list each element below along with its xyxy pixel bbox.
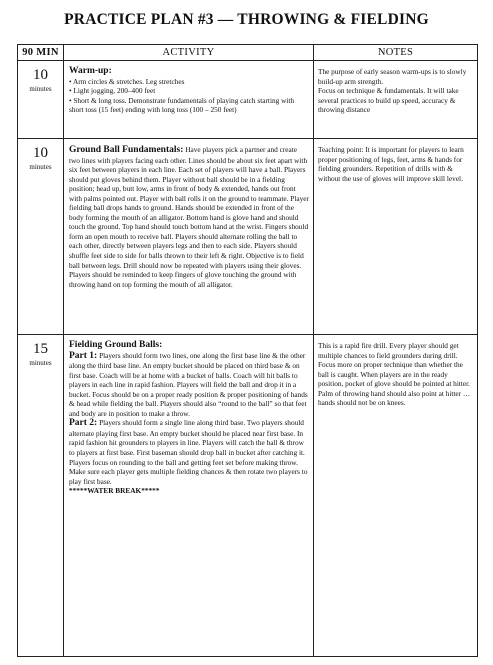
header-row xyxy=(18,45,478,61)
activity-line: • Light jogging, 200–400 feet xyxy=(69,86,156,96)
duration-value: 10 xyxy=(33,145,48,161)
part-2-text: Players should form a single line along third base. Two players should alternate playing first base. An empty bucket should be placed near first base. In rapid fashion hit grounders to players in line. Players will catch the ball & throw to players at first base. First baseman should drop ball in bucket after catching it. Players focus on rounding to the ball and getting feet set before making throw. Make sure each player gets multiple fielding chances & then rotate two players to play first base. xyxy=(69,418,308,486)
time-cell xyxy=(18,139,64,335)
activity-heading: Ground Ball Fundamentals: xyxy=(69,145,184,155)
activity-heading: Warm-up: xyxy=(69,66,112,76)
note-line: Focus on technique & fundamentals. It will take several practices to build up speed, accuracy & throwing distance xyxy=(318,86,459,115)
duration-unit: minutes xyxy=(29,359,52,367)
note-text: Teaching point: It is important for players to learn proper positioning of legs, feet, arms & hands for fielding grounders. Repetition of drills with & without the use of gloves will improve skill level. xyxy=(318,145,464,183)
part-1-text: Players should form two lines, one along the first base line & the other along the third base line. An empty bucket should be placed on third base & on first base. Coach will be at home with a bucket of balls. Coach will hit balls to players in each line in rapid fashion. Players will field the ball and drop it in a bucket. Focus should be on a proper ready position & proper positioning of hands & head while fielding the ball. Players should also “round to the ball” so that feet and body are in position to make a throw. xyxy=(69,350,308,418)
activity-heading: Fielding Ground Balls: xyxy=(69,340,163,350)
activity-line: • Short & long toss. Demonstrate fundamentals of playing catch starting with short toss (15 feet) ending with long toss (100 – 250 feet) xyxy=(69,95,295,115)
table-row-warmup xyxy=(18,61,478,139)
note-text: This is a rapid fire drill. Every player should get multiple chances to field grounders during drill. Focus more on proper technique than whether the ball is caught. When players are in the ready position, pocket of glove should be pointed at hitter. Palm of throwing hand should also point at hitter …hands should not be on knees. xyxy=(318,341,471,408)
time-column-header: 90 MIN xyxy=(18,45,64,61)
duration-value: 15 xyxy=(33,341,48,357)
part-1-label: Part 1: xyxy=(69,350,98,361)
notes-column-header: NOTES xyxy=(314,45,478,61)
page-title: PRACTICE PLAN #3 — THROWING & FIELDING xyxy=(64,11,429,28)
part-2-label: Part 2: xyxy=(69,418,98,429)
activity-text: Have players pick a partner and create two lines with players facing each other. Lines should be about six feet apart with six feet between players in each line. Each set of players will have a ball. Players should put gloves behind them. Player without ball should be in a fielding position; head up, butt low, arms in front of body & extended, hands out front with palms pointed out. Player with ball rolls it on the ground to teammate. Player fielding ball drops hands to ground. Hands should be extended in front of the body forming the mouth of an alligator. Bottom hand is glove hand and should touch the ground. Top hand should touch bottom hand at the wrist. Fingers should form an open mouth to receive ball. Players should alternate rolling the ball to each other, directly between players legs and then to each side. Players should shuffle feet side to side for balls thrown to their left & right. Objective is to field ball between legs. Drill should now be repeated with players using their gloves. Players should be reminded to keep fingers of glove touching the ground with throwing hand on top forming the mouth of all alligator. xyxy=(69,145,309,289)
table-row-fielding-ground-balls xyxy=(18,335,478,657)
activity-cell xyxy=(64,139,314,335)
notes-cell xyxy=(314,335,478,657)
water-break-note: *****WATER BREAK***** xyxy=(69,486,160,496)
activity-cell xyxy=(64,61,314,139)
duration-value: 10 xyxy=(33,67,48,83)
table-row-ground-ball-fundamentals xyxy=(18,139,478,335)
duration-unit: minutes xyxy=(29,163,52,171)
note-line: The purpose of early season warm-ups is to slowly build-up arm strength. xyxy=(318,67,467,86)
notes-cell xyxy=(314,139,478,335)
duration-unit: minutes xyxy=(29,85,52,93)
practice-plan-table xyxy=(17,44,478,657)
notes-cell xyxy=(314,61,478,139)
time-cell xyxy=(18,61,64,139)
time-cell xyxy=(18,335,64,657)
activity-column-header: ACTIVITY xyxy=(64,45,314,61)
activity-cell xyxy=(64,335,314,657)
activity-line: • Arm circles & stretches. Leg stretches xyxy=(69,76,185,86)
